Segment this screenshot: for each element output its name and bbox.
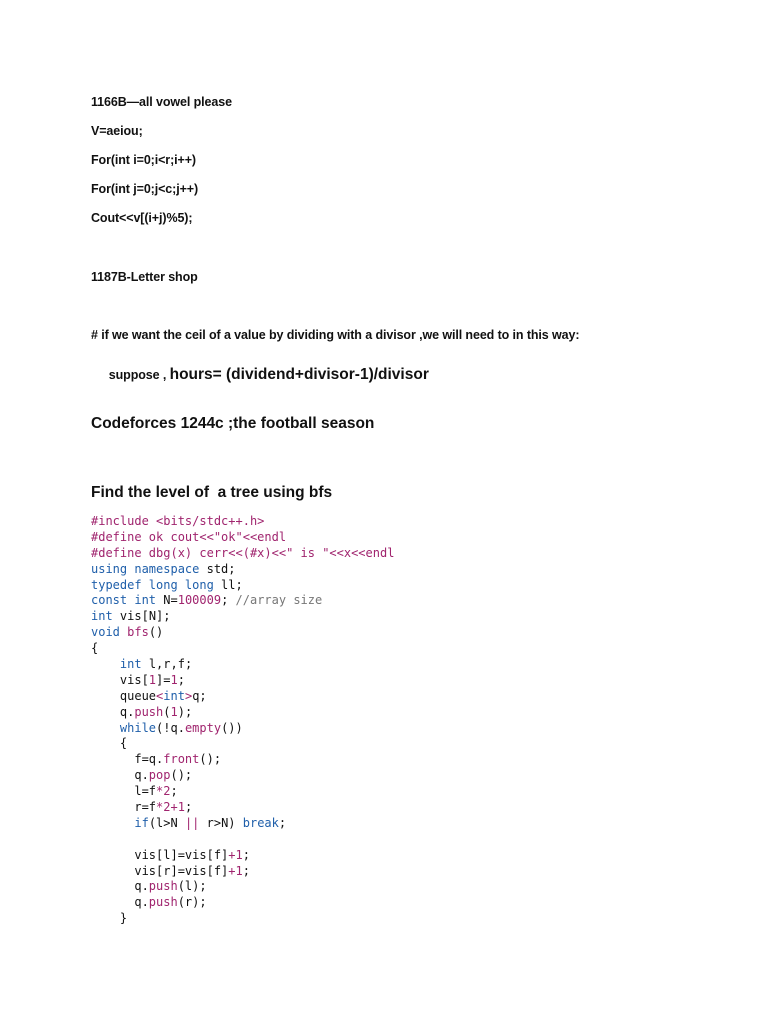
code-line [91,879,394,895]
code-token: r=f [91,800,157,815]
code-line [91,578,394,594]
code-line [91,752,394,768]
heading-tree-level-bfs: Find the level of a tree using bfs [91,484,333,501]
code-token: || [184,815,200,830]
code-token: ; [221,593,236,608]
code-token: > [184,688,193,703]
code-token: q. [91,768,149,783]
code-line [91,721,394,737]
code-token: #define ok cout<<"ok"<<endl [91,529,287,544]
code-token: ); [177,704,193,719]
code-line [91,768,394,784]
code-token: + [228,863,236,878]
code-line [91,911,394,927]
code-line [91,895,394,911]
code-token: (); [199,752,222,767]
code-token: push [134,704,164,719]
code-token: //array size [235,593,323,608]
code-token: vis[ [91,672,149,687]
code-line [91,800,394,816]
code-token: if [134,815,149,830]
note-inner-loop: For(int j=0;j<c;j++) [91,182,199,196]
code-line [91,673,394,689]
code-line [91,641,394,657]
code-token: pop [148,768,171,783]
code-token: std; [199,561,236,576]
code-token: ll; [213,577,243,592]
code-token: (!q. [156,720,185,735]
code-token: * [156,800,164,815]
code-token: 100009 [177,593,222,608]
code-token: ]= [156,672,171,687]
code-token: 1 [235,847,243,862]
code-token: vis[r]=vis[f] [91,863,229,878]
note-outer-loop: For(int i=0;i<r;i++) [91,153,196,167]
code-token: ()) [221,720,243,735]
code-token: + [228,847,236,862]
code-token: queue [91,688,157,703]
code-line [91,625,394,641]
code-token: using namespace [91,561,200,576]
code-token: ; [184,800,193,815]
code-token: push [148,895,178,910]
code-line [91,593,394,609]
code-token: int [119,657,142,672]
code-token: 1 [170,704,178,719]
code-token: 1 [170,672,178,687]
note-vowel-def: V=aeiou; [91,124,143,138]
code-token: 2 [163,784,171,799]
code-token: 1 [235,863,243,878]
code-token: () [148,625,164,640]
code-token: int [91,609,113,624]
code-token: q. [91,704,135,719]
code-line [91,609,394,625]
code-token: l,r,f; [141,657,193,672]
code-token: q; [192,688,207,703]
code-token: (); [170,768,193,783]
code-token [91,721,120,735]
code-token: } [91,911,128,926]
code-token [91,816,134,830]
code-token: N= [156,593,178,608]
code-line [91,848,394,864]
code-token: vis[ [112,609,149,624]
code-token: break [242,815,279,830]
code-token: < [156,688,164,703]
code-token: const int [91,593,157,608]
code-line [91,546,394,562]
heading-football-season: Codeforces 1244c ;the football season [91,415,375,432]
code-token: f=q. [91,752,164,767]
code-token: (r); [177,895,207,910]
code-token [91,657,120,671]
code-token: r>N) [199,815,243,830]
note-formula: hours= (dividend+divisor-1)/divisor [169,366,429,383]
code-token: void [91,625,120,640]
note-suppose-label: suppose , [108,368,170,382]
code-line [91,832,394,848]
code-line [91,689,394,705]
code-line [91,864,394,880]
code-line [91,705,394,721]
code-token: ; [177,672,185,687]
code-line [91,784,394,800]
code-token: push [148,879,178,894]
note-cout: Cout<<v[(i+j)%5); [91,211,193,225]
code-token: front [163,752,200,767]
code-token: empty [184,720,222,735]
code-line [91,562,394,578]
code-token: N [148,609,157,624]
code-token: vis[l]=vis[f] [91,847,229,862]
note-problem-1187b: 1187B-Letter shop [91,270,198,284]
note-ceil-explanation: # if we want the ceil of a value by dividing with a divisor ,we will need to in this way: [91,328,580,342]
code-line [91,816,394,832]
code-line [91,736,394,752]
code-token: 1 [148,672,157,687]
note-problem-1166b: 1166B—all vowel please [91,95,232,109]
code-token: typedef long long [91,577,214,592]
code-token: q. [91,879,149,894]
code-token: (l>N [148,815,185,830]
code-token: l=f [91,784,157,799]
code-token: #include [91,514,157,528]
code-block [91,514,394,927]
note-ceil-formula [91,348,429,402]
code-token: + [170,800,178,815]
code-token: 1 [177,800,185,815]
code-line [91,530,394,546]
code-token: ( [163,704,171,719]
code-token: 2 [163,800,171,815]
code-token: <bits/stdc++.h> [156,514,265,528]
code-token: { [91,641,99,656]
code-token: ; [278,815,287,830]
code-token: * [156,784,164,799]
code-line [91,514,394,530]
code-token: ; [242,863,250,878]
code-token: int [163,688,185,703]
code-token: { [91,736,128,751]
code-token: #define dbg(x) cerr<<(#x)<<" is "<<x<<endl [91,545,395,560]
code-token: while [119,720,157,735]
code-token: bfs [127,625,149,640]
code-token: q. [91,895,149,910]
code-token: ; [242,847,250,862]
code-token: (l); [177,879,207,894]
code-line [91,657,394,673]
code-token: ]; [156,609,171,624]
code-token: ; [170,784,178,799]
